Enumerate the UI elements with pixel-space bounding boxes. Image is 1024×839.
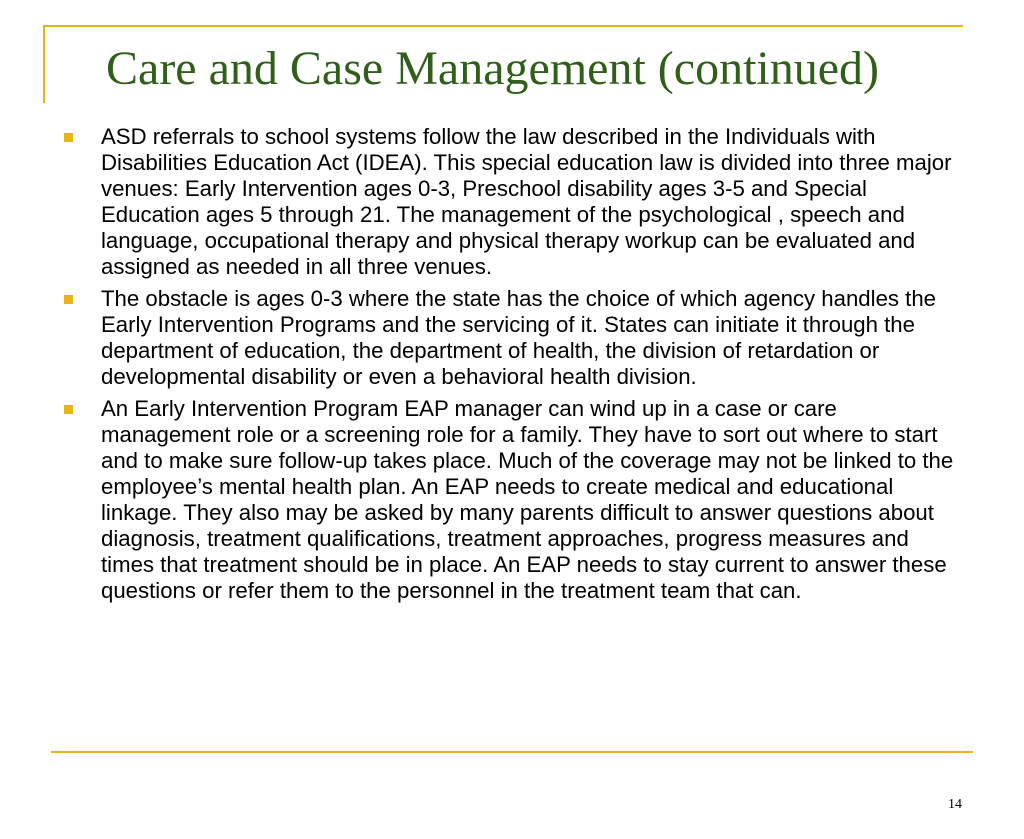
bullet-list	[62, 124, 967, 610]
square-bullet-icon	[64, 295, 73, 304]
page-number: 14	[948, 797, 962, 812]
slide-title: Care and Case Management (continued)	[106, 42, 880, 95]
bullet-text: The obstacle is ages 0-3 where the state has the choice of which agency handles the Early Intervention Programs and the servicing of it. States can initiate it through the department of education, the department of health, the division of retardation or developmental disability or even a behavioral health division.	[101, 286, 937, 389]
bullet-item-eap-manager-role	[62, 396, 967, 604]
bullet-text: ASD referrals to school systems follow the law described in the Individuals with Disabilities Education Act (IDEA). This special education law is divided into three major venues: Early Intervention ages 0-3, Preschool disability ages 3-5 and Special Education ages 5 through 21. The management of the psychological , speech and language, occupational therapy and physical therapy workup can be evaluated and assigned as needed in all three venues.	[101, 124, 952, 279]
bullet-item-idea-referrals	[62, 124, 967, 280]
bottom-border-line	[51, 751, 973, 753]
left-border-line	[43, 25, 45, 103]
square-bullet-icon	[64, 405, 73, 414]
square-bullet-icon	[64, 133, 73, 142]
bullet-item-ages-0-3-obstacle	[62, 286, 967, 390]
bullet-text: An Early Intervention Program EAP manager can wind up in a case or care management role or a screening role for a family. They have to sort out where to start and to make sure follow-up takes place. Much of the coverage may not be linked to the employee’s mental health plan. An EAP needs to create medical and educational linkage. They also may be asked by many parents difficult to answer questions about diagnosis, treatment qualifications, treatment approaches, progress measures and times that treatment should be in place. An EAP needs to stay current to answer these questions or refer them to the personnel in the treatment team that can.	[101, 396, 954, 603]
top-border-line	[43, 25, 963, 27]
